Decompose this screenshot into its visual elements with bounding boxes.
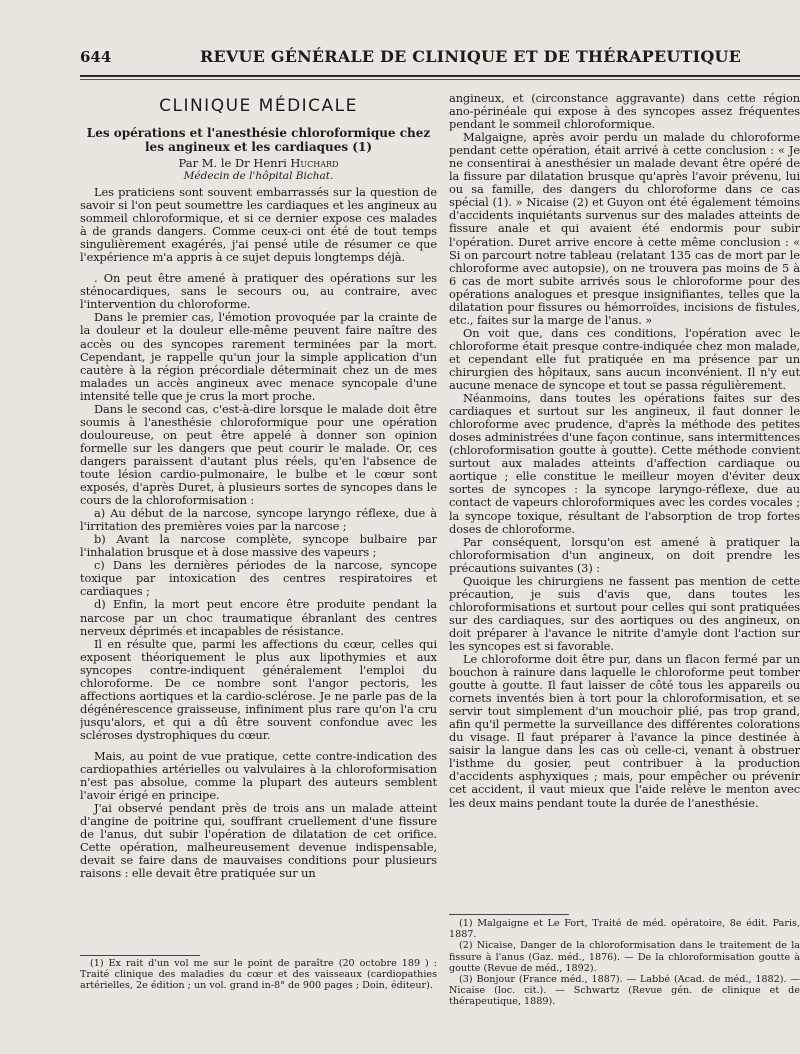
author-name: Huchard <box>290 156 339 170</box>
paragraph: c) Dans les dernières périodes de la narcose, syncope toxique par intoxication des centres respiratoires et cardiaques ; <box>80 558 437 599</box>
right-column <box>449 92 800 952</box>
footnote-rule <box>80 955 200 956</box>
paragraph: Le chloroforme doit être pur, dans un flacon fermé par un bouchon à rainure dans laquelle le chloroforme peut tomber goutte à goutte. Il faut laisser de côté tous les appareils ou cornets inventés bien à tort pour la chloroformisation, et se servir tout simplement d'un mouchoir plié, pas trop grand, afin qu'il permette la surveillance des différentes colorations du visage. Il faut préparer à l'avance la pince destinée à saisir la langue dans les cas où celle-ci, venant à obstruer l'isthme du gosier, peut contribuer à la production d'accidents asphyxiques ; mais, pour empêcher ou prévenir cet accident, il vaut mieux que l'aide relève le menton avec les deux mains pendant toute la durée de l'anesthésie. <box>449 652 800 810</box>
author-line <box>80 157 437 170</box>
paragraph: Il en résulte que, parmi les affections du cœur, celles qui exposent théoriquement le plus aux lipothymies et aux syncopes contre-indiquent généralement l'emploi du chloroforme. De ce nombre sont l'angor pectoris, les affections aortiques et la cardio-sclérose. Je ne parle pas de la dégénérescence graisseuse, infiniment plus rare qu'on l'a cru jusqu'alors, et qui a dû être souvent confondue avec les scléroses dystrophiques du cœur. <box>80 636 437 742</box>
paragraph: a) Au début de la narcose, syncope laryngo réflexe, due à l'irritation des premières voies par la narcose ; <box>80 506 437 534</box>
paragraph: Les praticiens sont souvent embarrassés sur la question de savoir si l'on peut soumettre les cardiaques et les angineux au sommeil chloroformique, et si ce dernier expose ces malades à de grands dangers. Comme ceux-ci ont été de tout temps singulièrement exagérés, j'ai pensé utile de résumer ce que l'expérience m'a appris à ce sujet depuis longtemps déjà. <box>80 185 437 265</box>
paragraph: . On peut être amené à pratiquer des opérations sur les sténocardiques, sans le secours ou, au contraire, avec l'intervention du chloroforme. <box>80 271 437 312</box>
paragraph: Par conséquent, lorsqu'on est amené à pratiquer la chloroformisation d'un angineux, on doit prendre les précautions suivantes (3) : <box>449 534 800 575</box>
author-affiliation: Médecin de l'hôpital Bichat. <box>183 170 334 182</box>
page-number: 644 <box>80 48 112 66</box>
article-title: Les opérations et l'anesthésie chloroformique chez les angineux et les cardiaques (1) <box>86 126 431 154</box>
paragraph: J'ai observé pendant près de trois ans un malade atteint d'angine de poitrine qui, souffrant cruellement d'une fissure de l'anus, dut subir l'opération de dilatation de cet orifice. Cette opération, malheureusement devenue indispensable, devait se faire dans de mauvaises conditions pour plusieurs raisons : elle devait être pratiquée sur un <box>80 801 437 881</box>
paragraph: Néanmoins, dans toutes les opérations faites sur des cardiaques et surtout sur les angineux, il faut donner le chloroforme avec prudence, d'après la méthode des petites doses administrées d'une façon continue, sans intermittences (chloroformisation goutte à goutte). Cette méthode convient surtout aux malades atteints d'affection cardiaque ou aortique ; elle constitue le meilleur moyen d'éviter deux sortes de syncopes : la syncope laryngo-réflexe, due au contact de vapeurs chloroformiques avec les cordes vocales ; la syncope toxique, résultant de l'absorption de trop fortes doses de chloroforme. <box>449 391 800 536</box>
footnote: (1) Ex rait d'un vol me sur le point de paraître (20 octobre 189 ) : Traité clinique des maladies du cœur et des vaisseaux (cardiopathies artérielles, 2e édition ; un vol. grand in-8° de 900 pages ; Doin, éditeur). <box>80 958 437 992</box>
paragraph: Mais, au point de vue pratique, cette contre-indication des cardiopathies artérielles ou valvulaires à la chloroformisation n'est pas absolue, comme la plupart des auteurs semblent l'avoir érigé en principe. <box>80 748 437 803</box>
left-column <box>80 92 437 952</box>
footnote-rule <box>449 914 569 915</box>
footnote: (1) Malgaigne et Le Fort, Traité de méd. opératoire, 8e édit. Paris, 1887. <box>449 918 800 941</box>
header-rule <box>80 75 800 77</box>
paragraph: On voit que, dans ces conditions, l'opération avec le chloroforme était presque contre-indiquée chez mon malade, et cependant elle fut pratiquée en ma présence par un chirurgien des hôpitaux, sans aucun inconvénient. Il n'y eut aucune menace de syncope et tout se passa régulièrement. <box>449 325 800 393</box>
paragraph: d) Enfin, la mort peut encore être produite pendant la narcose par un choc traumatique ébranlant des centres nerveux déprimés et incapables de résistance. <box>80 597 437 638</box>
paragraph: Dans le second cas, c'est-à-dire lorsque le malade doit être soumis à l'anesthésie chloroformique pour une opération douloureuse, on peut être appelé à donner son opinion formelle sur les dangers que peut courir le malade. Or, ces dangers paraissent d'autant plus réels, qu'en l'absence de toute lésion cardio-pulmonaire, le bulbe et le cœur sont exposés, d'après Duret, à plusieurs sortes de syncopes dans le cours de la chloroformisation : <box>80 401 437 508</box>
running-title: REVUE GÉNÉRALE DE CLINIQUE ET DE THÉRAPEUTIQUE <box>200 47 742 66</box>
paragraph: Malgaigne, après avoir perdu un malade du chloroforme pendant cette opération, était arrivé à cette conclusion : « Je ne consentirai à anesthésier un malade devant être opéré de la fissure par dilatation brusque qu'après l'avoir prévenu, lui ou sa famille, des dangers du chloroforme dans ce cas spécial (1). » Nicaise (2) et Guyon ont été également témoins d'accidents inquiétants survenus sur des malades atteints de fissure anale et qui avaient été endormis pour subir l'opération. Duret arrive encore à cette même conclusion : « Si on parcourt notre tableau (relatant 135 cas de mort par le chloroforme avec autopsie), on ne trouvera pas moins de 5 à 6 cas de mort subite arrivés sous le chloroforme pour des opérations analogues et presque insignifiantes, telles que la dilatation pour fissures ou hémorroïdes, incisions de fistules, etc., faites sur la marge de l'anus. » <box>449 130 800 327</box>
author-prefix: Par M. le Dr Henri <box>178 156 287 170</box>
section-title: CLINIQUE MÉDICALE <box>159 96 358 116</box>
footnotes-right <box>449 918 800 1008</box>
header-rule-thin <box>80 79 800 80</box>
footnotes-left <box>80 958 437 992</box>
page-header <box>80 44 800 74</box>
footnote: (2) Nicaise, Danger de la chloroformisation dans le traitement de la fissure à l'anus (Gaz. méd., 1876). — De la chloroformisation goutte à goutte (Revue de méd., 1892). <box>449 940 800 974</box>
paragraph: Quoique les chirurgiens ne fassent pas mention de cette précaution, je suis d'avis que, dans toutes les chloroformisations et surtout pour celles qui sont pratiquées sur des cardiaques, sur des aortiques ou des angineux, on doit préparer à l'avance le nitrite d'amyle dont l'action sur les syncopes est si favorable. <box>449 573 800 653</box>
footnote: (3) Bonjour (France méd., 1887). — Labbé (Acad. de méd., 1882). — Nicaise (loc. cit.). — Schwartz (Revue gén. de clinique et de thérapeutique, 1889). <box>449 974 800 1008</box>
paragraph: b) Avant la narcose complète, syncope bulbaire par l'inhalation brusque et à dose massive des vapeurs ; <box>80 532 437 560</box>
paragraph: Dans le premier cas, l'émotion provoquée par la crainte de la douleur et la douleur elle-même peuvent faire naître des accès ou des syncopes rarement terminées par la mort. Cependant, je rappelle qu'un jour la simple application d'un cautère à la région précordiale déterminait chez un de mes malades un accès angineux avec menace syncopale d'une intensité telle que je crus la mort proche. <box>80 310 437 403</box>
paragraph: angineux, et (circonstance aggravante) dans cette région ano-périnéale qui expose à des syncopes assez fréquentes pendant le sommeil chloroformique. <box>449 92 800 132</box>
